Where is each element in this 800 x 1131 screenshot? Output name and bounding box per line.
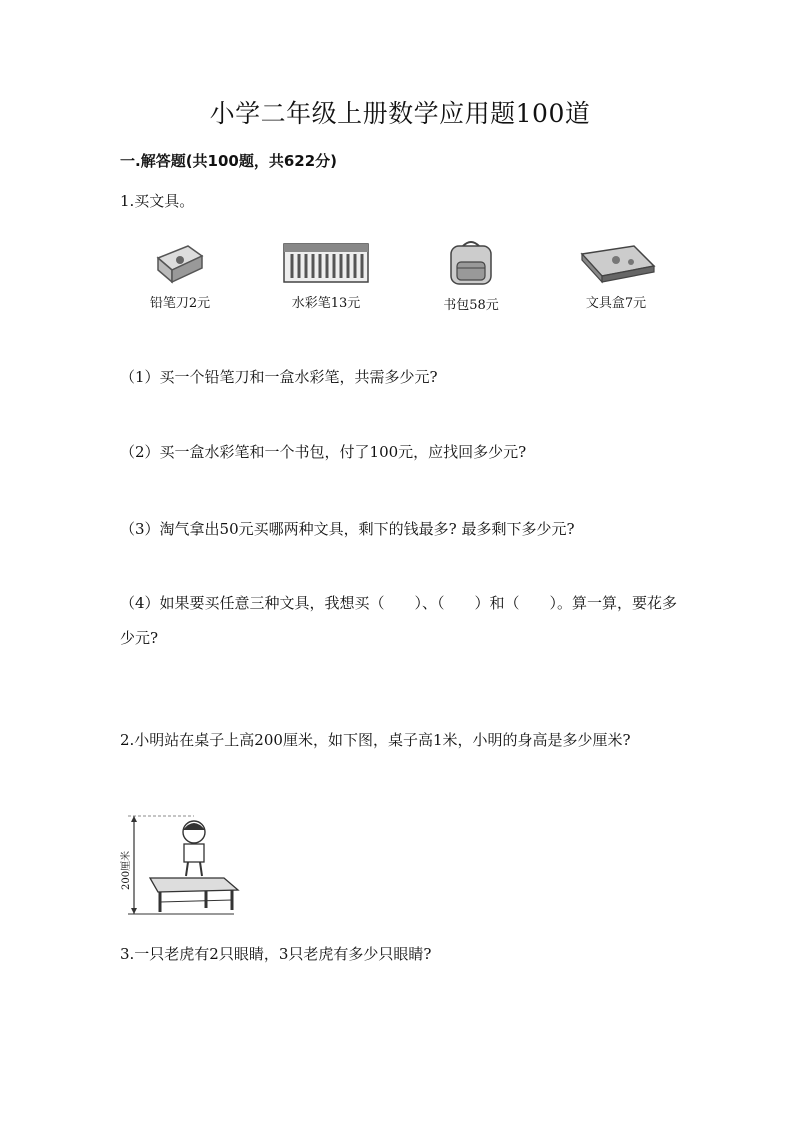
- item-label: 水彩笔13元: [291, 296, 361, 311]
- figure-height-label: 200厘米: [121, 850, 132, 890]
- watercolor-pens-icon: [282, 238, 370, 286]
- item-label: 铅笔刀2元: [149, 296, 211, 311]
- schoolbag-icon: [441, 238, 501, 288]
- item-label: 书包58元: [443, 298, 499, 313]
- item-pencil-sharpener: [120, 238, 240, 311]
- stationery-price-row: [120, 238, 680, 328]
- section-heading: 一.解答题(共100题，共622分): [120, 152, 338, 170]
- question-1-part-4: （4）如果要买任意三种文具，我想买（ ）、（ ）和（ ）。算一算，要花多少元?: [120, 594, 678, 647]
- question-1-part-2: （2）买一盒水彩笔和一个书包，付了100元，应找回多少元?: [120, 443, 527, 461]
- question-1-part-3: （3）淘气拿出50元买哪两种文具，剩下的钱最多? 最多剩下多少元?: [120, 520, 575, 538]
- item-pencil-box: [556, 238, 676, 311]
- question-2-stem: 2.小明站在桌子上高200厘米，如下图，桌子高1米，小明的身高是多少厘米?: [120, 731, 631, 749]
- question-3-stem: 3.一只老虎有2只眼睛，3只老虎有多少只眼睛?: [120, 945, 432, 963]
- item-label: 文具盒7元: [585, 296, 647, 311]
- pencil-sharpener-icon: [150, 238, 210, 286]
- question-1-stem: 1.买文具。: [120, 192, 195, 210]
- pencil-box-icon: [576, 238, 656, 286]
- item-schoolbag: [411, 238, 531, 313]
- boy-on-table-figure: [124, 812, 244, 918]
- page-title: 小学二年级上册数学应用题100道: [209, 99, 591, 128]
- item-watercolor-pens: [266, 238, 386, 311]
- question-1-part-1: （1）买一个铅笔刀和一盒水彩笔，共需多少元?: [120, 368, 438, 386]
